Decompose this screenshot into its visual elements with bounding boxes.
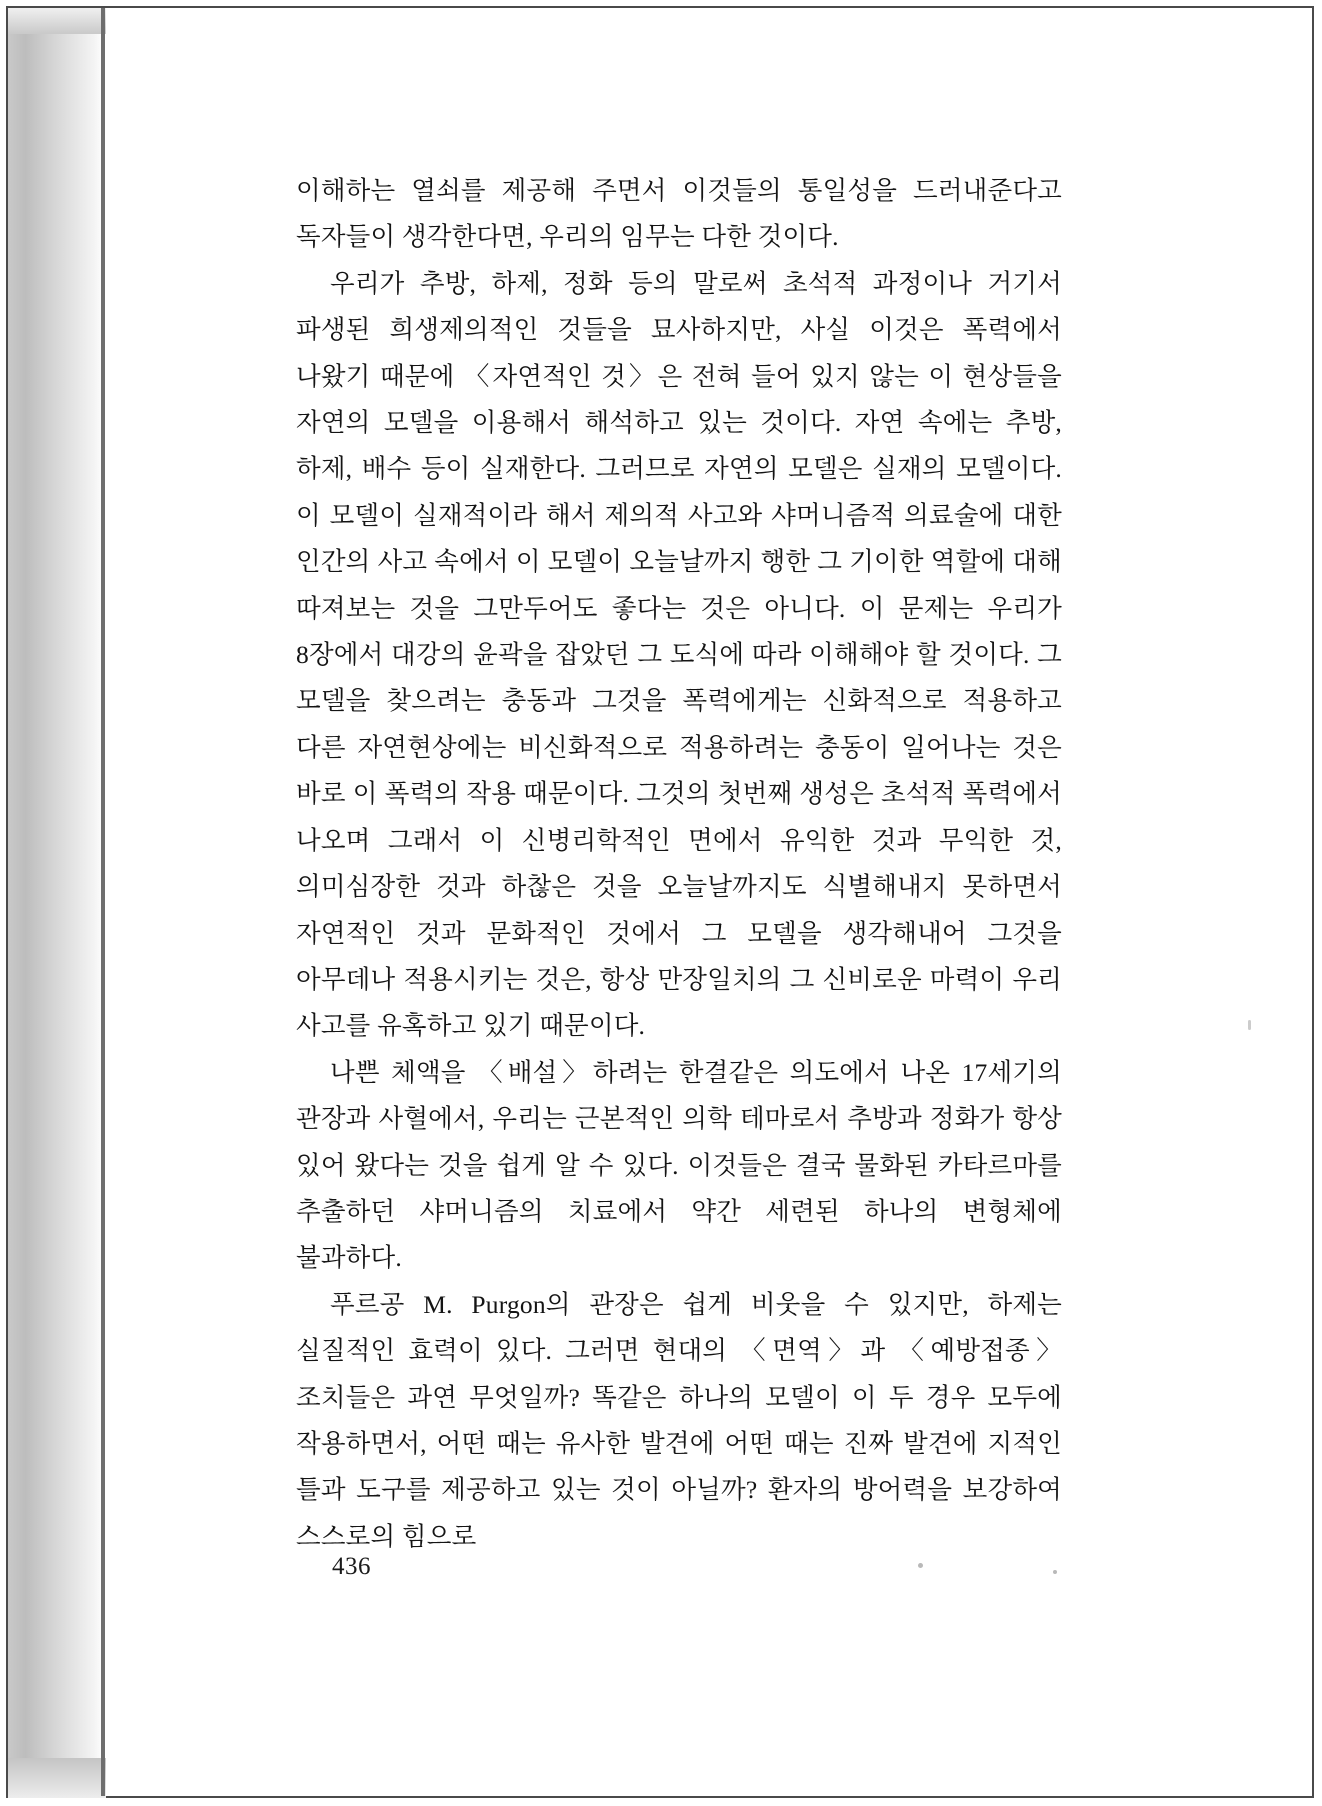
scan-speck (918, 1563, 923, 1568)
paragraph: 이해하는 열쇠를 제공해 주면서 이것들의 통일성을 드러내준다고 독자들이 생각한다면, 우리의 임무는 다한 것이다. (296, 176, 1062, 252)
paragraph: 우리가 추방, 하제, 정화 등의 말로써 초석적 과정이나 거기서 파생된 희생제의적인 것들을 묘사하지만, 사실 이것은 폭력에서 나왔기 때문에 〈자연적인 것〉은 전혀 들어 있지 않는 이 현상들을 자연의 모델을 이용해서 해석하고 있는 것이다. 자연 속에는 추방, 하제, 배수 등이 실재한다. 그러므로 자연의 모델은 실재의 모델이다. 이 모델이 실재적이라 해서 제의적 사고와 샤머니즘적 의료술에 대한 인간의 사고 속에서 이 모델이 오늘날까지 행한 그 기이한 역할에 대해 따져보는 것을 그만두어도 좋다는 것은 아니다. 이 문제는 우리가 8장에서 대강의 윤곽을 잡았던 그 도식에 따라 이해해야 할 것이다. 그 모델을 찾으려는 충동과 그것을 폭력에게는 신화적으로 적용하고 다른 자연현상에는 비신화적으로 적용하려는 충동이 일어나는 것은 바로 이 폭력의 작용 때문이다. 그것의 첫번째 생성은 초석적 폭력에서 나오며 그래서 이 신병리학적인 면에서 유익한 것과 무익한 것, 의미심장한 것과 하찮은 것을 오늘날까지도 식별해내지 못하면서 자연적인 것과 문화적인 것에서 그 모델을 생각해내어 그것을 아무데나 적용시키는 것은, 항상 만장일치의 그 신비로운 마력이 우리 사고를 유혹하고 있기 때문이다. (296, 268, 1062, 1041)
body-text-column (296, 168, 1062, 1560)
gutter-top-shading (8, 8, 106, 34)
book-gutter-shadow (8, 8, 104, 1796)
gutter-bottom-shading (8, 1758, 106, 1798)
scan-speck (1248, 1020, 1251, 1030)
paragraph: 나쁜 체액을 〈배설〉하려는 한결같은 의도에서 나온 17세기의 관장과 사혈에서, 우리는 근본적인 의학 테마로서 추방과 정화가 항상 있어 왔다는 것을 쉽게 알 수 있다. 이것들은 결국 물화된 카타르마를 추출하던 샤머니즘의 치료에서 약간 세련된 하나의 변형체에 불과하다. (296, 1057, 1062, 1273)
scan-speck (1053, 1570, 1057, 1574)
page-spine-edge (101, 8, 105, 1796)
page-number: 436 (332, 1553, 371, 1580)
paragraph: 푸르공 M. Purgon의 관장은 쉽게 비웃을 수 있지만, 하제는 실질적인 효력이 있다. 그러면 현대의 〈면역〉과 〈예방접종〉 조치들은 과연 무엇일까? 똑같은 하나의 모델이 이 두 경우 모두에 작용하면서, 어떤 때는 유사한 발견에 어떤 때는 진짜 발견에 지적인 틀과 도구를 제공하고 있는 것이 아닐까? 환자의 방어력을 보강하여 스스로의 힘으로 (296, 1289, 1062, 1551)
